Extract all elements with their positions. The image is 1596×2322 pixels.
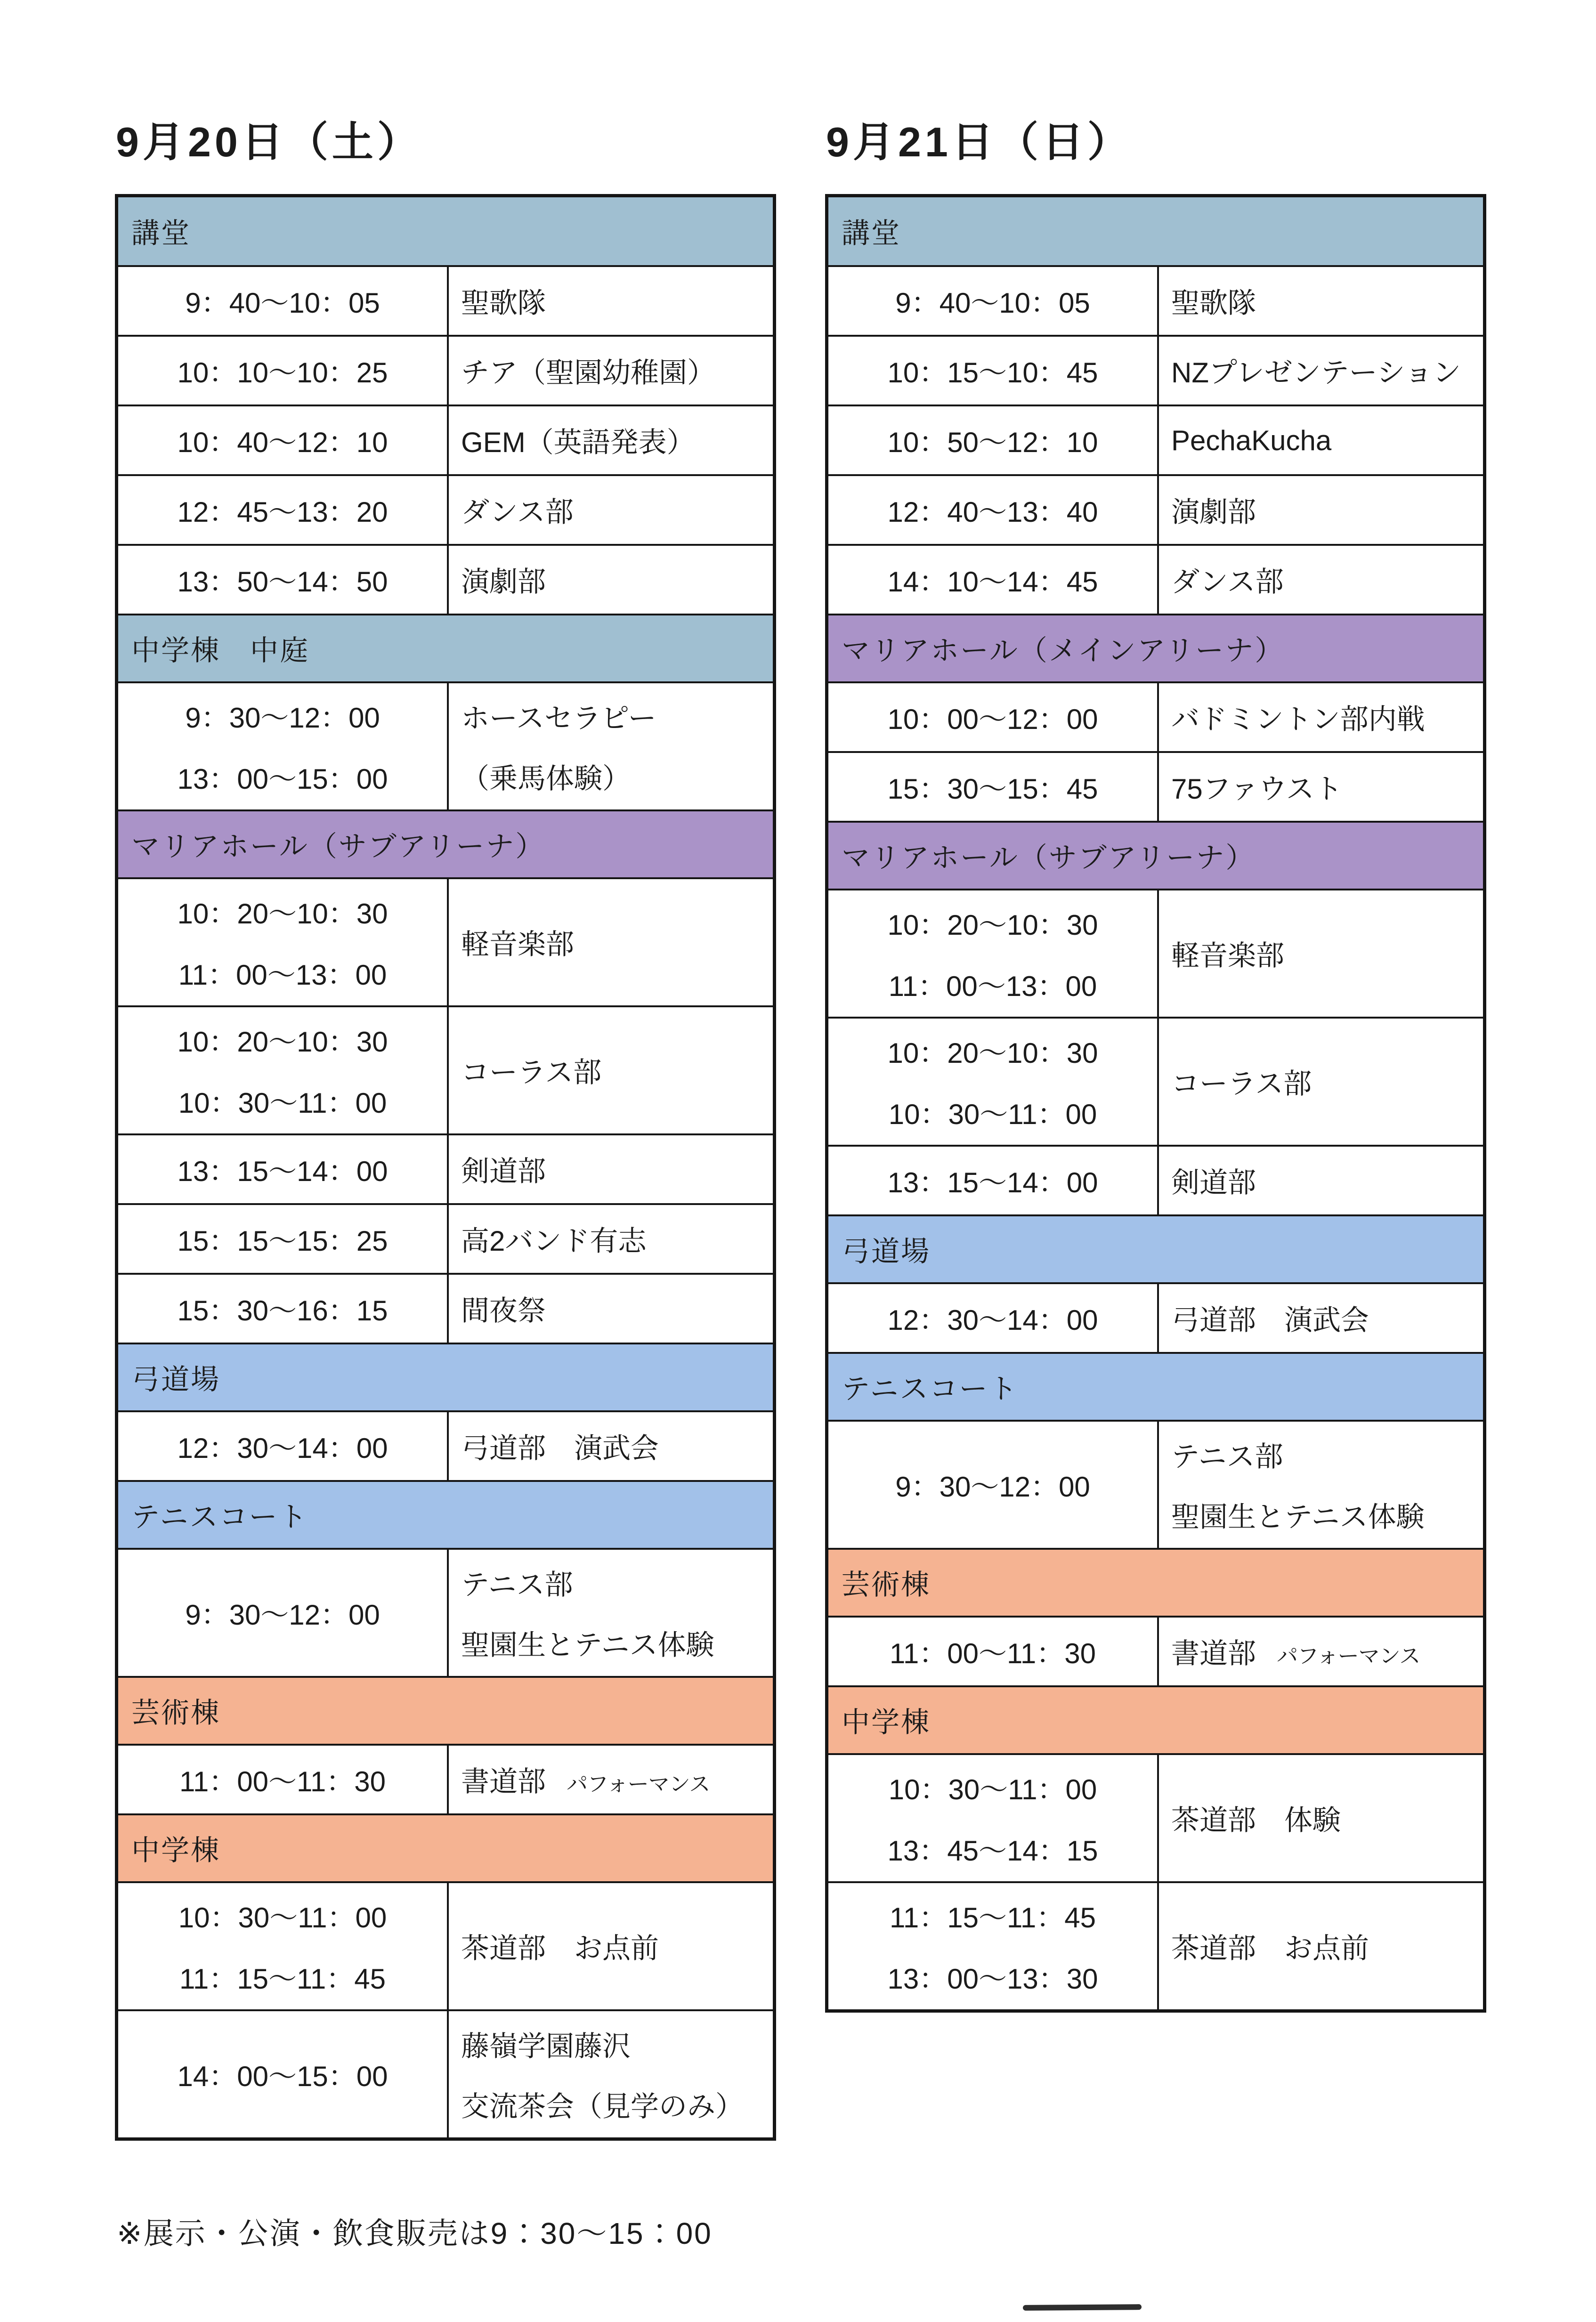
schedule-row bbox=[118, 2009, 773, 2137]
time-cell bbox=[828, 476, 1159, 544]
event-text: 弓道部 演武会 bbox=[461, 1432, 659, 1464]
venue-header: 講堂 bbox=[118, 197, 773, 265]
event-text-small: パフォーマンス bbox=[1256, 1644, 1420, 1668]
schedule-row bbox=[828, 889, 1483, 1017]
event-cell bbox=[1159, 1883, 1483, 2009]
event-text: 高2バンド有志 bbox=[461, 1225, 647, 1257]
time-cell bbox=[828, 1883, 1159, 2009]
time-cell bbox=[828, 1422, 1159, 1548]
event-cell bbox=[1159, 267, 1483, 335]
time-text: 11：00～13：00 bbox=[888, 971, 1097, 1002]
time-cell bbox=[118, 1275, 449, 1343]
schedule-row bbox=[828, 474, 1483, 544]
time-text: 11：00～11：30 bbox=[889, 1638, 1096, 1669]
time-text: 10：10～10：25 bbox=[177, 357, 388, 388]
time-text: 13：00～13：30 bbox=[887, 1963, 1098, 1995]
schedule-row bbox=[828, 1753, 1483, 1881]
event-text: テニス部 bbox=[1171, 1441, 1283, 1472]
time-cell bbox=[118, 406, 449, 474]
event-cell bbox=[449, 337, 773, 405]
venue-header: テニスコート bbox=[118, 1480, 773, 1548]
time-text: 15：30～16：15 bbox=[177, 1295, 388, 1327]
event-cell bbox=[1159, 890, 1483, 1017]
schedule-table bbox=[115, 194, 776, 2141]
event-cell bbox=[1159, 476, 1483, 544]
event-text: 演劇部 bbox=[1171, 496, 1256, 528]
event-text: 剣道部 bbox=[461, 1156, 546, 1187]
time-cell bbox=[828, 1147, 1159, 1214]
time-cell bbox=[118, 1205, 449, 1273]
day-title: 9月21日（日） bbox=[826, 119, 1133, 165]
event-text: 演劇部 bbox=[461, 566, 546, 598]
time-cell bbox=[118, 337, 449, 405]
schedule-row bbox=[118, 474, 773, 544]
time-text: 12：40～13：40 bbox=[887, 496, 1098, 528]
event-text: チア（聖園幼稚園） bbox=[461, 357, 715, 388]
event-text: 茶道部 お点前 bbox=[461, 1933, 659, 1964]
venue-header: 芸術棟 bbox=[828, 1548, 1483, 1616]
event-cell bbox=[449, 1550, 773, 1676]
venue-header: 中学棟 bbox=[118, 1813, 773, 1881]
time-cell bbox=[118, 1550, 449, 1676]
time-cell bbox=[118, 683, 449, 809]
event-cell bbox=[1159, 337, 1483, 405]
schedule-row bbox=[828, 1282, 1483, 1352]
venue-header: マリアホール（サブアリーナ） bbox=[828, 821, 1483, 889]
event-cell bbox=[1159, 1019, 1483, 1145]
event-cell bbox=[1159, 1618, 1483, 1685]
event-cell bbox=[449, 1746, 773, 1813]
time-text: 13：15～14：00 bbox=[887, 1167, 1098, 1198]
time-cell bbox=[118, 1007, 449, 1133]
schedule-row bbox=[828, 405, 1483, 474]
time-text: 14：00～15：00 bbox=[177, 2061, 388, 2092]
time-text: 12：30～14：00 bbox=[177, 1432, 388, 1464]
time-text: 15：15～15：25 bbox=[177, 1225, 388, 1257]
schedule-row bbox=[828, 1420, 1483, 1548]
time-cell bbox=[828, 683, 1159, 751]
event-text: 軽音楽部 bbox=[461, 929, 574, 960]
event-text: 75ファウスト bbox=[1171, 773, 1343, 805]
time-cell bbox=[828, 337, 1159, 405]
event-cell bbox=[449, 1412, 773, 1480]
day-title: 9月20日（土） bbox=[116, 119, 422, 165]
event-text: 剣道部 bbox=[1171, 1167, 1256, 1198]
time-text: 10：15～10：45 bbox=[887, 357, 1098, 388]
time-text: 12：45～13：20 bbox=[177, 496, 388, 528]
time-text: 10：30～11：00 bbox=[178, 1087, 387, 1119]
time-text: 14：10～14：45 bbox=[887, 566, 1098, 598]
event-cell bbox=[449, 1883, 773, 2009]
schedule-row bbox=[118, 265, 773, 335]
time-text: 11：00～13：00 bbox=[178, 959, 387, 991]
time-text: 11：15～11：45 bbox=[179, 1963, 386, 1995]
event-text: コーラス部 bbox=[461, 1057, 602, 1088]
time-cell bbox=[118, 1135, 449, 1203]
event-cell bbox=[1159, 1147, 1483, 1214]
time-cell bbox=[828, 267, 1159, 335]
event-cell bbox=[449, 406, 773, 474]
time-text: 9：30～12：00 bbox=[185, 1599, 380, 1631]
time-cell bbox=[828, 1755, 1159, 1881]
event-cell bbox=[449, 1275, 773, 1343]
schedule-row bbox=[828, 544, 1483, 614]
event-cell bbox=[449, 476, 773, 544]
schedule-row bbox=[828, 751, 1483, 821]
time-text: 13：45～14：15 bbox=[887, 1835, 1098, 1867]
event-text: 書道部 パフォーマンス bbox=[461, 1766, 710, 1797]
event-cell bbox=[449, 267, 773, 335]
schedule-row bbox=[118, 1881, 773, 2009]
time-text: 10：00～12：00 bbox=[887, 704, 1098, 735]
venue-header: 芸術棟 bbox=[118, 1676, 773, 1744]
event-cell bbox=[1159, 1755, 1483, 1881]
time-text: 10：50～12：10 bbox=[887, 427, 1098, 458]
venue-header: 講堂 bbox=[828, 197, 1483, 265]
event-text: ダンス部 bbox=[461, 496, 574, 528]
event-text: 軽音楽部 bbox=[1171, 940, 1284, 971]
time-cell bbox=[828, 1618, 1159, 1685]
event-text: 茶道部 お点前 bbox=[1171, 1933, 1369, 1964]
event-cell bbox=[449, 1205, 773, 1273]
time-cell bbox=[118, 267, 449, 335]
schedule-row bbox=[828, 681, 1483, 751]
event-cell bbox=[449, 2011, 773, 2137]
event-cell bbox=[449, 1007, 773, 1133]
schedule-row bbox=[828, 265, 1483, 335]
venue-header: 弓道場 bbox=[118, 1343, 773, 1410]
event-cell bbox=[1159, 406, 1483, 474]
event-cell bbox=[1159, 1422, 1483, 1548]
schedule-row bbox=[828, 1616, 1483, 1685]
time-text: 13：00～15：00 bbox=[177, 763, 388, 795]
event-text: 弓道部 演武会 bbox=[1171, 1304, 1369, 1336]
event-text: 聖園生とテニス体験 bbox=[1171, 1501, 1425, 1533]
event-cell bbox=[449, 879, 773, 1005]
schedule-row bbox=[828, 335, 1483, 405]
event-text: コーラス部 bbox=[1171, 1068, 1312, 1100]
schedule-row bbox=[118, 1744, 773, 1813]
time-text: 10：20～10：30 bbox=[887, 1037, 1098, 1069]
time-text: 9：40～10：05 bbox=[895, 287, 1090, 319]
event-cell bbox=[449, 546, 773, 614]
event-cell bbox=[1159, 1284, 1483, 1352]
schedule-row bbox=[118, 681, 773, 809]
schedule-row bbox=[118, 405, 773, 474]
schedule-row bbox=[118, 544, 773, 614]
venue-header: 中学棟 bbox=[828, 1685, 1483, 1753]
event-cell bbox=[449, 683, 773, 809]
time-cell bbox=[828, 546, 1159, 614]
schedule-table bbox=[825, 194, 1486, 2013]
time-text: 10：20～10：30 bbox=[177, 1026, 388, 1058]
event-text: 交流茶会（見学のみ） bbox=[461, 2091, 744, 2122]
time-cell bbox=[828, 1284, 1159, 1352]
event-text: ホースセラピー bbox=[461, 703, 656, 734]
event-text: 書道部 パフォーマンス bbox=[1171, 1638, 1420, 1669]
venue-header: 弓道場 bbox=[828, 1214, 1483, 1282]
event-text: GEM（英語発表） bbox=[461, 427, 695, 458]
schedule-row bbox=[118, 877, 773, 1005]
schedule-row bbox=[828, 1145, 1483, 1214]
time-cell bbox=[118, 1746, 449, 1813]
time-text: 10：20～10：30 bbox=[887, 909, 1098, 941]
time-text: 10：30～11：00 bbox=[178, 1902, 387, 1934]
time-cell bbox=[828, 890, 1159, 1017]
event-text: テニス部 bbox=[461, 1569, 573, 1601]
time-cell bbox=[118, 1883, 449, 2009]
event-text: 間夜祭 bbox=[461, 1295, 546, 1327]
schedule-row bbox=[118, 1005, 773, 1133]
day-column bbox=[115, 109, 776, 2141]
time-cell bbox=[118, 476, 449, 544]
time-cell bbox=[118, 2011, 449, 2137]
event-text: バドミントン部内戦 bbox=[1171, 704, 1425, 735]
schedule-row bbox=[828, 1881, 1483, 2009]
schedule-row bbox=[118, 335, 773, 405]
time-text: 12：30～14：00 bbox=[887, 1304, 1098, 1336]
event-text-small: パフォーマンス bbox=[546, 1772, 710, 1796]
time-cell bbox=[828, 406, 1159, 474]
event-text: PechaKucha bbox=[1171, 424, 1332, 456]
event-cell bbox=[1159, 546, 1483, 614]
event-text: 藤嶺学園藤沢 bbox=[461, 2031, 631, 2062]
schedule-row bbox=[118, 1203, 773, 1273]
footnote: ※展示・公演・飲食販売は9：30～15：00 bbox=[117, 2217, 713, 2250]
venue-header: テニスコート bbox=[828, 1352, 1483, 1420]
event-text: 聖歌隊 bbox=[1171, 287, 1256, 319]
time-text: 13：15～14：00 bbox=[177, 1156, 388, 1187]
time-text: 10：30～11：00 bbox=[888, 1774, 1097, 1805]
event-text: 聖歌隊 bbox=[461, 287, 546, 319]
scan-artifact-mark bbox=[1023, 2304, 1142, 2311]
day-column bbox=[825, 109, 1486, 2013]
event-text: 茶道部 体験 bbox=[1171, 1804, 1341, 1836]
venue-header: 中学棟 中庭 bbox=[118, 614, 773, 681]
event-text: ダンス部 bbox=[1171, 566, 1284, 598]
time-text: 10：20～10：30 bbox=[177, 898, 388, 930]
time-text: 11：00～11：30 bbox=[179, 1766, 386, 1797]
time-cell bbox=[828, 753, 1159, 821]
event-text: （乗馬体験） bbox=[461, 763, 631, 794]
venue-header: マリアホール（メインアリーナ） bbox=[828, 614, 1483, 681]
schedule-row bbox=[118, 1133, 773, 1203]
schedule-row bbox=[828, 1017, 1483, 1145]
schedule-row bbox=[118, 1273, 773, 1343]
time-text: 11：15～11：45 bbox=[889, 1902, 1096, 1934]
time-cell bbox=[118, 1412, 449, 1480]
time-text: 10：40～12：10 bbox=[177, 427, 388, 458]
event-cell bbox=[449, 1135, 773, 1203]
schedule-row bbox=[118, 1548, 773, 1676]
time-cell bbox=[118, 879, 449, 1005]
time-text: 10：30～11：00 bbox=[888, 1099, 1097, 1130]
event-cell bbox=[1159, 753, 1483, 821]
schedule-row bbox=[118, 1410, 773, 1480]
time-text: 15：30～15：45 bbox=[887, 773, 1098, 805]
event-text: NZプレゼンテーション bbox=[1171, 357, 1461, 388]
time-text: 9：40～10：05 bbox=[185, 287, 380, 319]
time-cell bbox=[828, 1019, 1159, 1145]
time-text: 13：50～14：50 bbox=[177, 566, 388, 598]
event-text: 聖園生とテニス体験 bbox=[461, 1629, 714, 1661]
event-cell bbox=[1159, 683, 1483, 751]
time-cell bbox=[118, 546, 449, 614]
time-text: 9：30～12：00 bbox=[895, 1471, 1090, 1503]
time-text: 9：30～12：00 bbox=[185, 702, 380, 734]
venue-header: マリアホール（サブアリーナ） bbox=[118, 809, 773, 877]
